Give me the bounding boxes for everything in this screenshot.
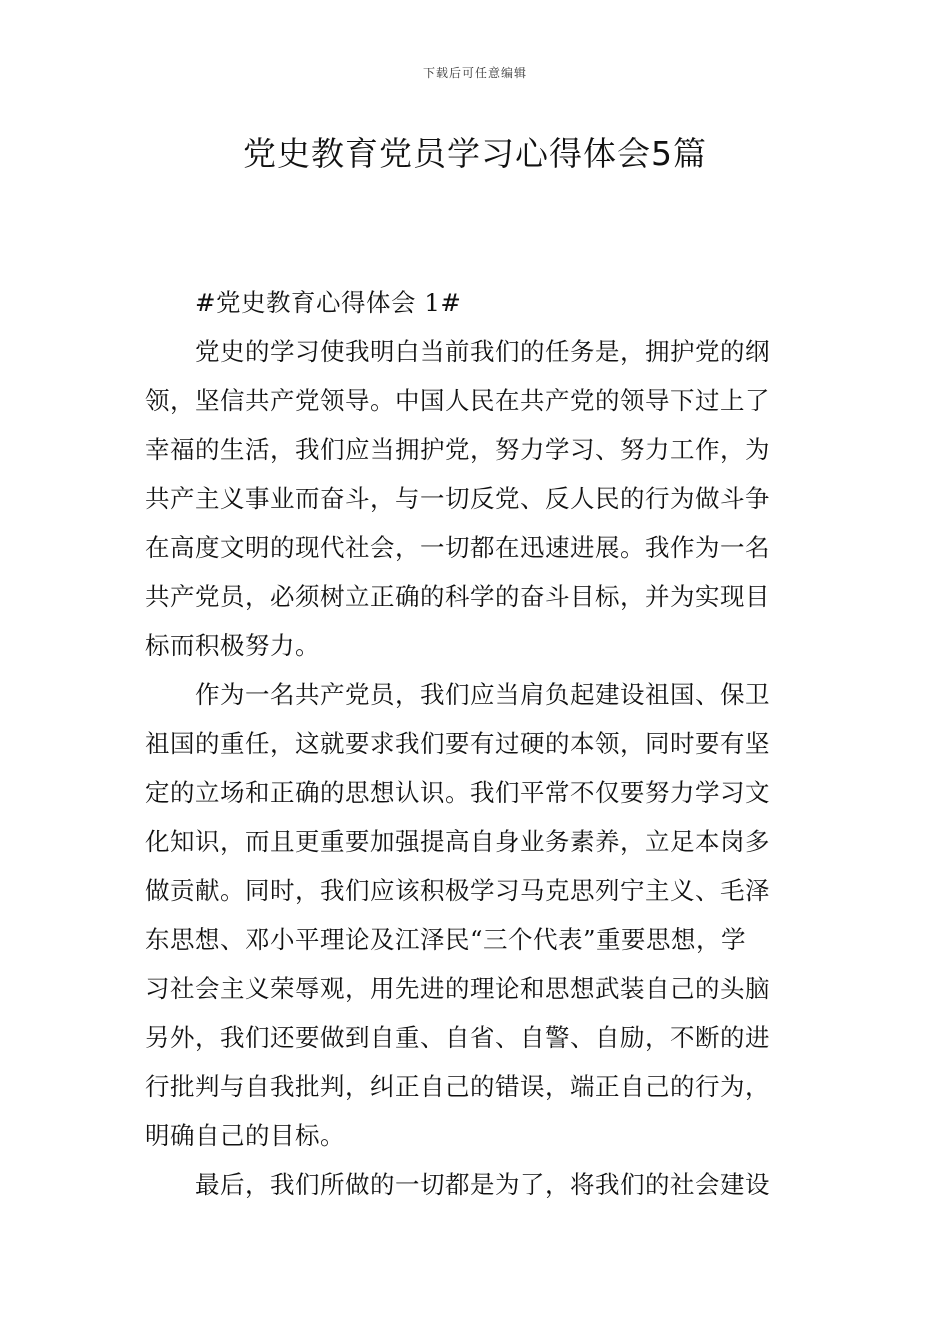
paragraph-line: 习社会主义荣辱观，用先进的理论和思想武装自己的头脑: [145, 974, 770, 1003]
paragraph-line: 在高度文明的现代社会，一切都在迅速进展。我作为一名: [145, 533, 770, 562]
paragraph-line: 标而积极努力。: [145, 631, 320, 660]
paragraph-line: 行批判与自我批判，纠正自己的错误，端正自己的行为，: [145, 1072, 770, 1101]
document-title: 党史教育党员学习心得体会5篇: [243, 134, 707, 173]
paragraph-line: 祖国的重任，这就要求我们要有过硬的本领，同时要有坚: [145, 729, 770, 758]
header-note: 下载后可任意编辑: [422, 66, 527, 80]
paragraph-line: 明确自己的目标。: [145, 1121, 345, 1150]
paragraph-line: 化知识，而且更重要加强提高自身业务素养，立足本岗多: [145, 827, 770, 856]
paragraph-line: 定的立场和正确的思想认识。我们平常不仅要努力学习文: [145, 778, 770, 807]
section-heading: #党史教育心得体会 1#: [195, 288, 462, 317]
paragraph-line: 幸福的生活，我们应当拥护党，努力学习、努力工作，为: [145, 435, 770, 464]
paragraph-2: [145, 670, 809, 1160]
paragraph-3: [145, 1160, 809, 1209]
paragraph-line: 另外，我们还要做到自重、自省、自警、自励，不断的进: [145, 1023, 770, 1052]
paragraph-1: [145, 327, 809, 670]
paragraph-line: 最后，我们所做的一切都是为了，将我们的社会建设: [195, 1170, 770, 1199]
paragraph-line: 东思想、邓小平理论及江泽民“三个代表”重要思想，学: [145, 925, 747, 954]
paragraph-line: 共产党员，必须树立正确的科学的奋斗目标，并为实现目: [145, 582, 770, 611]
document-body: [145, 278, 809, 1209]
paragraph-line: 做贡献。同时，我们应该积极学习马克思列宁主义、毛泽: [145, 876, 770, 905]
paragraph-line: 领，坚信共产党领导。中国人民在共产党的领导下过上了: [145, 386, 770, 415]
paragraph-line: 党史的学习使我明白当前我们的任务是，拥护党的纲: [195, 337, 770, 366]
paragraph-line: 共产主义事业而奋斗，与一切反党、反人民的行为做斗争: [145, 484, 770, 513]
paragraph-line: 作为一名共产党员，我们应当肩负起建设祖国、保卫: [195, 680, 770, 709]
